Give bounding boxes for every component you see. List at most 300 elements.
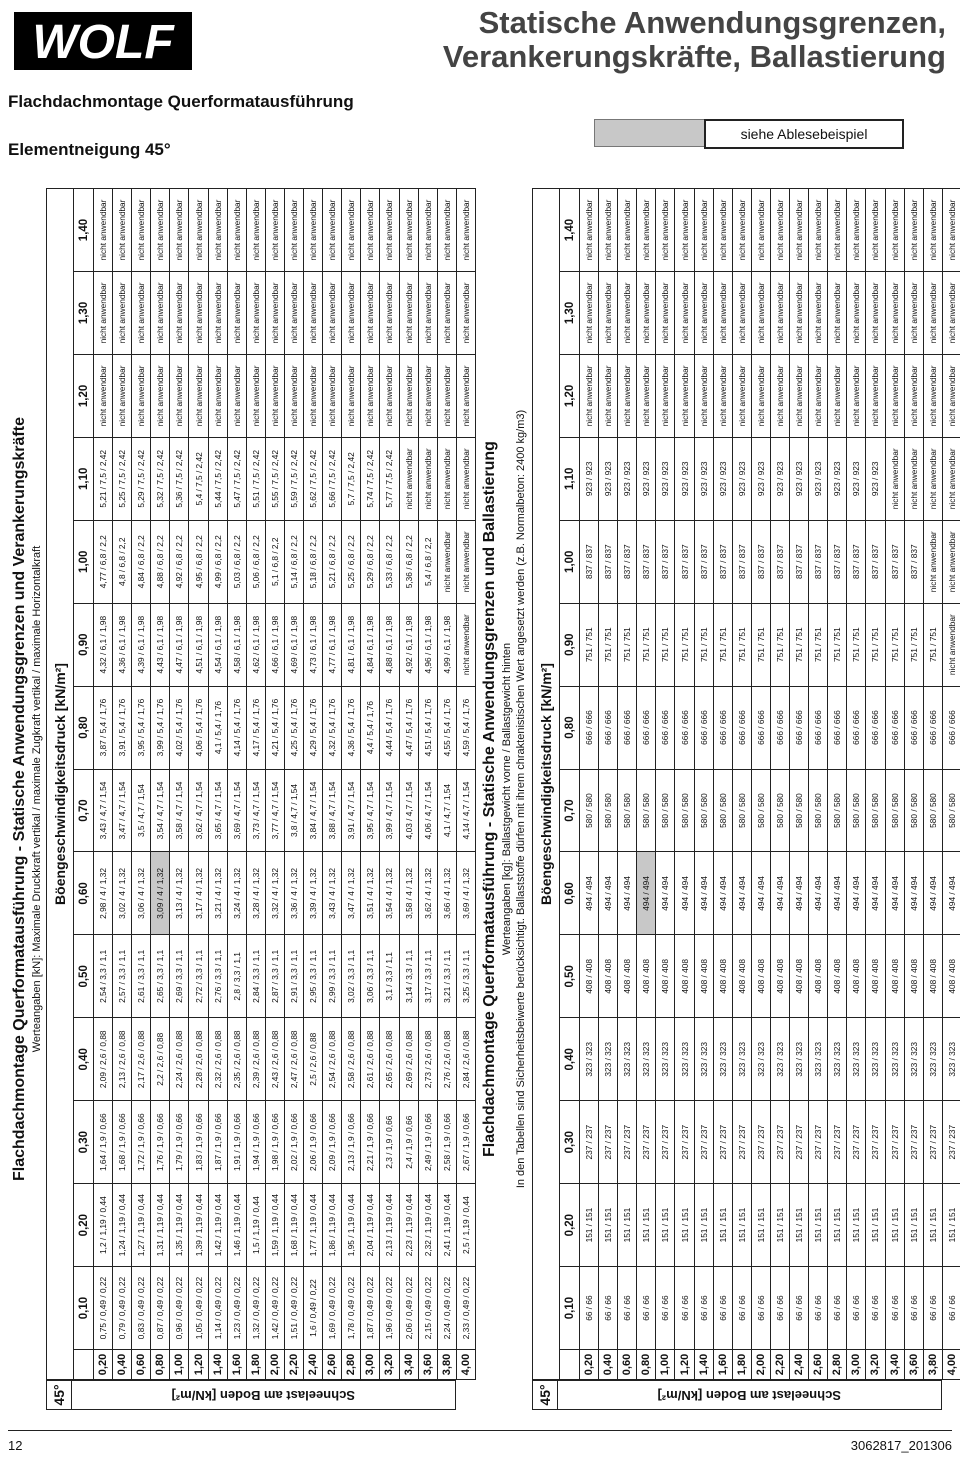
table-cell: nicht anwendbar (828, 189, 847, 272)
table-cell: 3,69 / 4,7 / 1,54 (227, 769, 246, 852)
table-cell: 4,58 / 6,1 / 1,98 (227, 603, 246, 686)
column-header: 0,30 (560, 1101, 580, 1184)
table-cell: 3,02 / 3,3 / 1,1 (342, 935, 361, 1018)
table-cell: 408 / 408 (580, 935, 599, 1018)
table-cell: nicht anwendbar (751, 354, 770, 437)
table-cell: 494 / 494 (904, 852, 923, 935)
table-cell: nicht anwendbar (923, 272, 942, 355)
column-header: 1,10 (560, 437, 580, 520)
table-cell: nicht anwendbar (151, 272, 170, 355)
table-cell: 2,65 / 2,6 / 0,88 (380, 1018, 399, 1101)
table-cell: nicht anwendbar (342, 272, 361, 355)
table-cell: 580 / 580 (732, 769, 751, 852)
legend-label: siehe Ablesebeispiel (704, 119, 904, 149)
table-row (246, 189, 265, 1380)
table-cell: nicht anwendbar (885, 272, 904, 355)
table-cell: 4,92 / 6,1 / 1,98 (399, 603, 418, 686)
table-cell: 5,21 / 6,8 / 2,2 (323, 520, 342, 603)
table-cell: 580 / 580 (904, 769, 923, 852)
table-cell: nicht anwendbar (456, 437, 475, 520)
anchoring-table-panel (10, 188, 472, 1410)
table-row (809, 189, 828, 1380)
table-cell: nicht anwendbar (189, 189, 208, 272)
table-cell: 323 / 323 (618, 1018, 637, 1101)
table-cell: nicht anwendbar (885, 437, 904, 520)
table-cell: 151 / 151 (618, 1184, 637, 1267)
table-cell: nicht anwendbar (656, 272, 675, 355)
table-cell: 923 / 923 (847, 437, 866, 520)
table-cell: 237 / 237 (751, 1101, 770, 1184)
table-cell: 666 / 666 (713, 686, 732, 769)
table-cell: 3,06 / 4 / 1,32 (132, 852, 151, 935)
table-cell: 4,44 / 5,4 / 1,76 (380, 686, 399, 769)
table-row (189, 189, 208, 1380)
table-cell: 1,76 / 1,9 / 0,66 (151, 1101, 170, 1184)
table-cell: nicht anwendbar (132, 272, 151, 355)
table-cell: 2,09 / 2,6 / 0,88 (94, 1018, 113, 1101)
row-label: 1,20 (675, 1350, 694, 1380)
anchoring-angle-cell: 45° (46, 1380, 72, 1410)
table-cell: 923 / 923 (866, 437, 885, 520)
table-cell: 237 / 237 (580, 1101, 599, 1184)
table-cell: 494 / 494 (694, 852, 713, 935)
column-header: 0,80 (74, 686, 94, 769)
table-cell: 4,95 / 6,8 / 2,2 (189, 520, 208, 603)
column-header: 1,10 (74, 437, 94, 520)
table-cell: nicht anwendbar (866, 354, 885, 437)
table-cell: nicht anwendbar (170, 272, 189, 355)
column-header: 0,10 (74, 1267, 94, 1350)
anchoring-side-label: Schneelast am Boden [kN/m²] (71, 1380, 456, 1410)
row-label: 2,20 (770, 1350, 789, 1380)
table-cell: 666 / 666 (942, 686, 960, 769)
table-cell: 66 / 66 (618, 1267, 637, 1350)
table-cell: 3,5 / 4,7 / 1,54 (132, 769, 151, 852)
table-row (694, 189, 713, 1380)
table-row (580, 189, 599, 1380)
table-cell: nicht anwendbar (618, 354, 637, 437)
table-cell: 408 / 408 (847, 935, 866, 1018)
table-cell: nicht anwendbar (942, 272, 960, 355)
table-cell: 5,74 / 7,5 / 2,42 (361, 437, 380, 520)
table-cell: nicht anwendbar (656, 354, 675, 437)
table-cell: nicht anwendbar (437, 354, 456, 437)
table-cell: nicht anwendbar (923, 520, 942, 603)
table-cell: 923 / 923 (637, 437, 656, 520)
table-cell: 5,44 / 7,5 / 2,42 (208, 437, 227, 520)
ballast-table-subtitle: Werteangaben [kg]: Ballastgewicht vorne / Ballastgewicht hinten (501, 642, 513, 956)
table-cell: 3,09 / 4 / 1,32 (151, 852, 170, 935)
table-cell: 151 / 151 (599, 1184, 618, 1267)
table-cell: 923 / 923 (656, 437, 675, 520)
table-cell: 151 / 151 (713, 1184, 732, 1267)
table-cell: 408 / 408 (599, 935, 618, 1018)
table-cell: 2,58 / 1,9 / 0,66 (437, 1101, 456, 1184)
table-cell: 837 / 837 (637, 520, 656, 603)
table-cell: nicht anwendbar (675, 189, 694, 272)
table-cell: 2,98 / 4 / 1,32 (94, 852, 113, 935)
table-row (361, 189, 380, 1380)
table-cell: 237 / 237 (599, 1101, 618, 1184)
table-cell: nicht anwendbar (456, 272, 475, 355)
table-cell: 237 / 237 (923, 1101, 942, 1184)
table-cell: 1,86 / 1,19 / 0,44 (323, 1184, 342, 1267)
table-cell: 5,59 / 7,5 / 2,42 (284, 437, 303, 520)
table-cell: 5,77 / 7,5 / 2,42 (380, 437, 399, 520)
table-cell: 666 / 666 (866, 686, 885, 769)
table-cell: 1,32 / 0,49 / 0,22 (246, 1267, 265, 1350)
table-cell: 3,47 / 4,7 / 1,54 (113, 769, 132, 852)
table-cell: 408 / 408 (790, 935, 809, 1018)
table-cell: 2,13 / 2,6 / 0,88 (113, 1018, 132, 1101)
table-cell: nicht anwendbar (113, 354, 132, 437)
table-cell: nicht anwendbar (637, 189, 656, 272)
table-cell: 1,31 / 1,19 / 0,44 (151, 1184, 170, 1267)
table-cell: 2,54 / 3,3 / 1,1 (94, 935, 113, 1018)
row-label: 3,60 (904, 1350, 923, 1380)
table-cell: 4,36 / 5,4 / 1,76 (342, 686, 361, 769)
table-cell: nicht anwendbar (656, 189, 675, 272)
table-cell: 751 / 751 (637, 603, 656, 686)
table-cell: 2,04 / 1,19 / 0,44 (361, 1184, 380, 1267)
table-cell: 3,95 / 4,7 / 1,54 (361, 769, 380, 852)
table-cell: 4,29 / 5,4 / 1,76 (304, 686, 323, 769)
table-cell: nicht anwendbar (189, 354, 208, 437)
table-cell: nicht anwendbar (847, 354, 866, 437)
table-cell: 494 / 494 (656, 852, 675, 935)
table-cell: 2,73 / 2,6 / 0,88 (418, 1018, 437, 1101)
table-row (304, 189, 323, 1380)
table-cell: 323 / 323 (637, 1018, 656, 1101)
anchoring-table-title: Flachdachmontage Querformatausführung - Statische Anwendungsgrenzen und Verankerungskräfte (11, 417, 28, 1181)
table-cell: 1,59 / 1,19 / 0,44 (265, 1184, 284, 1267)
table-cell: 751 / 751 (713, 603, 732, 686)
row-label: 1,20 (189, 1350, 208, 1380)
table-cell: 580 / 580 (923, 769, 942, 852)
table-cell: nicht anwendbar (342, 189, 361, 272)
table-cell: nicht anwendbar (151, 189, 170, 272)
row-label: 4,00 (942, 1350, 960, 1380)
table-cell: 2,67 / 1,9 / 0,66 (456, 1101, 475, 1184)
table-cell: 837 / 837 (809, 520, 828, 603)
table-cell: nicht anwendbar (790, 272, 809, 355)
table-cell: 2,32 / 1,19 / 0,44 (418, 1184, 437, 1267)
table-row (437, 189, 456, 1380)
table-cell: 0,83 / 0,49 / 0,22 (132, 1267, 151, 1350)
table-cell: 494 / 494 (770, 852, 789, 935)
table-cell: 4,99 / 6,1 / 1,98 (437, 603, 456, 686)
table-cell: nicht anwendbar (380, 189, 399, 272)
table-row (380, 189, 399, 1380)
table-cell: nicht anwendbar (246, 189, 265, 272)
table-cell: 323 / 323 (923, 1018, 942, 1101)
table-cell: 2,58 / 2,6 / 0,88 (342, 1018, 361, 1101)
table-cell: 751 / 751 (790, 603, 809, 686)
table-cell: 1,69 / 0,49 / 0,22 (323, 1267, 342, 1350)
table-cell: 5,66 / 7,5 / 2,42 (323, 437, 342, 520)
table-cell: 666 / 666 (828, 686, 847, 769)
table-cell: 494 / 494 (599, 852, 618, 935)
table-cell: nicht anwendbar (418, 272, 437, 355)
table-cell: 3,88 / 4,7 / 1,54 (323, 769, 342, 852)
table-cell: 580 / 580 (599, 769, 618, 852)
table-cell: 923 / 923 (732, 437, 751, 520)
table-cell: 323 / 323 (580, 1018, 599, 1101)
legend-swatch (594, 119, 706, 147)
table-cell: nicht anwendbar (208, 354, 227, 437)
table-cell: 408 / 408 (828, 935, 847, 1018)
table-cell: nicht anwendbar (418, 354, 437, 437)
table-cell: 3,17 / 3,3 / 1,1 (418, 935, 437, 1018)
column-header: 1,40 (560, 189, 580, 272)
table-cell: 323 / 323 (809, 1018, 828, 1101)
table-cell: 151 / 151 (694, 1184, 713, 1267)
table-cell: 837 / 837 (580, 520, 599, 603)
table-cell: nicht anwendbar (751, 272, 770, 355)
table-cell: 3,28 / 4 / 1,32 (246, 852, 265, 935)
table-cell: 580 / 580 (751, 769, 770, 852)
column-header: 0,70 (560, 769, 580, 852)
table-cell: 3,58 / 4 / 1,32 (399, 852, 418, 935)
table-cell: 2,02 / 1,9 / 0,66 (284, 1101, 303, 1184)
table-cell: 1,23 / 0,49 / 0,22 (227, 1267, 246, 1350)
table-cell: 237 / 237 (656, 1101, 675, 1184)
column-header: 1,30 (74, 272, 94, 355)
table-cell: 4,99 / 6,8 / 2,2 (208, 520, 227, 603)
table-cell: nicht anwendbar (399, 189, 418, 272)
table-cell: 4,32 / 6,1 / 1,98 (94, 603, 113, 686)
table-cell: 580 / 580 (885, 769, 904, 852)
table-cell: 837 / 837 (770, 520, 789, 603)
row-label: 0,20 (94, 1350, 113, 1380)
row-label: 1,60 (227, 1350, 246, 1380)
row-label: 0,80 (151, 1350, 170, 1380)
table-cell: 1,87 / 1,9 / 0,66 (208, 1101, 227, 1184)
table-cell: 1,5 / 1,19 / 0,44 (246, 1184, 265, 1267)
table-cell: 5,32 / 7,5 / 2,42 (151, 437, 170, 520)
table-cell: 494 / 494 (847, 852, 866, 935)
table-cell: 4,02 / 5,4 / 1,76 (170, 686, 189, 769)
table-cell: 323 / 323 (675, 1018, 694, 1101)
table-cell: 4,1 / 5,4 / 1,76 (208, 686, 227, 769)
table-cell: 2,61 / 3,3 / 1,1 (132, 935, 151, 1018)
table-cell: 323 / 323 (713, 1018, 732, 1101)
table-row (770, 189, 789, 1380)
table-cell: nicht anwendbar (361, 272, 380, 355)
table-cell: 0,79 / 0,49 / 0,22 (113, 1267, 132, 1350)
table-cell: nicht anwendbar (304, 354, 323, 437)
document-number: 3062817_201306 (850, 1438, 952, 1453)
row-label: 1,40 (694, 1350, 713, 1380)
column-header: 1,20 (560, 354, 580, 437)
subheading: Flachdachmontage Querformatausführung (8, 92, 354, 111)
table-cell: 494 / 494 (942, 852, 960, 935)
table-cell: 237 / 237 (790, 1101, 809, 1184)
table-cell: 751 / 751 (809, 603, 828, 686)
column-header: 0,30 (74, 1101, 94, 1184)
table-cell: 3,95 / 5,4 / 1,76 (132, 686, 151, 769)
table-cell: 408 / 408 (809, 935, 828, 1018)
table-row (847, 189, 866, 1380)
row-label: 2,40 (790, 1350, 809, 1380)
table-cell: 580 / 580 (580, 769, 599, 852)
table-cell: 666 / 666 (751, 686, 770, 769)
table-cell: 1,68 / 1,9 / 0,66 (113, 1101, 132, 1184)
table-cell: nicht anwendbar (323, 354, 342, 437)
table-cell: 4,84 / 6,8 / 2,2 (132, 520, 151, 603)
table-cell: nicht anwendbar (599, 189, 618, 272)
column-header: 0,50 (74, 935, 94, 1018)
table-cell: 1,78 / 0,49 / 0,22 (342, 1267, 361, 1350)
table-cell: 151 / 151 (580, 1184, 599, 1267)
table-cell: 151 / 151 (790, 1184, 809, 1267)
table-cell: nicht anwendbar (304, 272, 323, 355)
table-cell: 580 / 580 (713, 769, 732, 852)
table-cell: 3,24 / 4 / 1,32 (227, 852, 246, 935)
table-cell: 237 / 237 (904, 1101, 923, 1184)
table-cell: 1,39 / 1,19 / 0,44 (189, 1184, 208, 1267)
table-cell: 3,13 / 4 / 1,32 (170, 852, 189, 935)
table-cell: 1,83 / 1,9 / 0,66 (189, 1101, 208, 1184)
table-cell: 1,6 / 0,49 / 0,22 (304, 1267, 323, 1350)
table-cell: nicht anwendbar (170, 189, 189, 272)
table-cell: 494 / 494 (866, 852, 885, 935)
table-cell: 3,66 / 4 / 1,32 (437, 852, 456, 935)
element-angle-heading: Elementneigung 45° (8, 140, 171, 159)
table-cell: 5,47 / 7,5 / 2,42 (227, 437, 246, 520)
table-cell: 494 / 494 (618, 852, 637, 935)
row-label: 3,80 (923, 1350, 942, 1380)
table-cell: 2,99 / 3,3 / 1,1 (323, 935, 342, 1018)
table-cell: 66 / 66 (770, 1267, 789, 1350)
row-label: 1,00 (656, 1350, 675, 1380)
table-row (637, 189, 656, 1380)
table-cell: 3,21 / 3,3 / 1,1 (437, 935, 456, 1018)
ballast-table-panel (480, 188, 958, 1410)
row-label: 1,80 (246, 1350, 265, 1380)
column-header: 0,20 (74, 1184, 94, 1267)
table-cell: 837 / 837 (751, 520, 770, 603)
table-cell: 4,39 / 6,1 / 1,98 (132, 603, 151, 686)
table-cell: 4,8 / 6,8 / 2,2 (113, 520, 132, 603)
corner-cell (560, 1350, 580, 1380)
table-cell: 3,58 / 4,7 / 1,54 (170, 769, 189, 852)
table-cell: 5,7 / 7,5 / 2,42 (342, 437, 361, 520)
column-header: 0,40 (560, 1018, 580, 1101)
table-cell: 751 / 751 (828, 603, 847, 686)
table-cell: 2,54 / 2,6 / 0,88 (323, 1018, 342, 1101)
table-cell: 5,03 / 6,8 / 2,2 (227, 520, 246, 603)
column-header: 1,00 (74, 520, 94, 603)
table-cell: 2,35 / 2,6 / 0,88 (227, 1018, 246, 1101)
table-cell: 66 / 66 (751, 1267, 770, 1350)
table-cell: 2,28 / 2,6 / 0,88 (189, 1018, 208, 1101)
table-cell: 3,54 / 4,7 / 1,54 (151, 769, 170, 852)
table-cell: 3,99 / 4,7 / 1,54 (380, 769, 399, 852)
table-cell: nicht anwendbar (342, 354, 361, 437)
table-cell: 237 / 237 (713, 1101, 732, 1184)
table-cell: 1,68 / 1,19 / 0,44 (284, 1184, 303, 1267)
table-cell: 323 / 323 (847, 1018, 866, 1101)
table-cell: 3,65 / 4,7 / 1,54 (208, 769, 227, 852)
table-cell: nicht anwendbar (618, 272, 637, 355)
table-cell: 4,54 / 6,1 / 1,98 (208, 603, 227, 686)
table-cell: 4,62 / 6,1 / 1,98 (246, 603, 265, 686)
row-label: 2,60 (809, 1350, 828, 1380)
table-cell: 494 / 494 (790, 852, 809, 935)
table-cell: nicht anwendbar (113, 272, 132, 355)
row-label: 1,60 (713, 1350, 732, 1380)
table-cell: 837 / 837 (656, 520, 675, 603)
row-label: 2,00 (751, 1350, 770, 1380)
table-cell: 1,95 / 1,19 / 0,44 (342, 1184, 361, 1267)
table-cell: nicht anwendbar (284, 354, 303, 437)
table-cell: 666 / 666 (885, 686, 904, 769)
table-cell: 66 / 66 (732, 1267, 751, 1350)
table-cell: nicht anwendbar (284, 189, 303, 272)
table-cell: 580 / 580 (942, 769, 960, 852)
table-cell: 666 / 666 (770, 686, 789, 769)
table-cell: 408 / 408 (942, 935, 960, 1018)
table-cell: nicht anwendbar (866, 189, 885, 272)
table-cell: 837 / 837 (618, 520, 637, 603)
table-cell: 4,88 / 6,1 / 1,98 (380, 603, 399, 686)
table-cell: 66 / 66 (656, 1267, 675, 1350)
table-cell: nicht anwendbar (828, 272, 847, 355)
table-cell: nicht anwendbar (94, 272, 113, 355)
table-row (675, 189, 694, 1380)
table-cell: 2,2 / 2,6 / 0,88 (151, 1018, 170, 1101)
row-label: 2,00 (265, 1350, 284, 1380)
table-cell: 237 / 237 (694, 1101, 713, 1184)
table-cell: 2,84 / 2,6 / 0,88 (456, 1018, 475, 1101)
table-row (208, 189, 227, 1380)
table-cell: 666 / 666 (656, 686, 675, 769)
table-cell: 3,8 / 4,7 / 1,54 (284, 769, 303, 852)
table-cell: 837 / 837 (866, 520, 885, 603)
table-cell: nicht anwendbar (456, 189, 475, 272)
table-cell: 5,33 / 6,8 / 2,2 (380, 520, 399, 603)
table-cell: 923 / 923 (599, 437, 618, 520)
table-cell: 1,94 / 1,9 / 0,66 (246, 1101, 265, 1184)
table-cell: nicht anwendbar (790, 354, 809, 437)
table-cell: nicht anwendbar (770, 272, 789, 355)
table-cell: nicht anwendbar (599, 354, 618, 437)
table-cell: 5,29 / 7,5 / 2,42 (132, 437, 151, 520)
table-cell: nicht anwendbar (732, 272, 751, 355)
table-cell: 66 / 66 (790, 1267, 809, 1350)
table-cell: 837 / 837 (675, 520, 694, 603)
table-cell: nicht anwendbar (323, 272, 342, 355)
table-row (113, 189, 132, 1380)
table-cell: nicht anwendbar (923, 437, 942, 520)
table-cell: nicht anwendbar (456, 603, 475, 686)
table-cell: 4,84 / 6,1 / 1,98 (361, 603, 380, 686)
table-cell: nicht anwendbar (456, 354, 475, 437)
table-cell: 923 / 923 (751, 437, 770, 520)
row-label: 3,00 (847, 1350, 866, 1380)
table-cell: 5,18 / 6,8 / 2,2 (304, 520, 323, 603)
table-cell: 151 / 151 (809, 1184, 828, 1267)
table-cell: 837 / 837 (904, 520, 923, 603)
table-cell: 751 / 751 (847, 603, 866, 686)
page-header-title: Statische Anwendungsgrenzen, Verankerungskräfte, Ballastierung (442, 5, 946, 74)
table-cell: 837 / 837 (790, 520, 809, 603)
table-cell: 323 / 323 (599, 1018, 618, 1101)
table-cell: 4,17 / 5,4 / 1,76 (246, 686, 265, 769)
anchoring-table-subtitle: Werteangaben [kN]: Maximale Druckkraft vertikal / maximale Zugkraft vertikal / maximale Horizontalkraft (31, 545, 43, 1053)
column-header: 0,60 (74, 852, 94, 935)
